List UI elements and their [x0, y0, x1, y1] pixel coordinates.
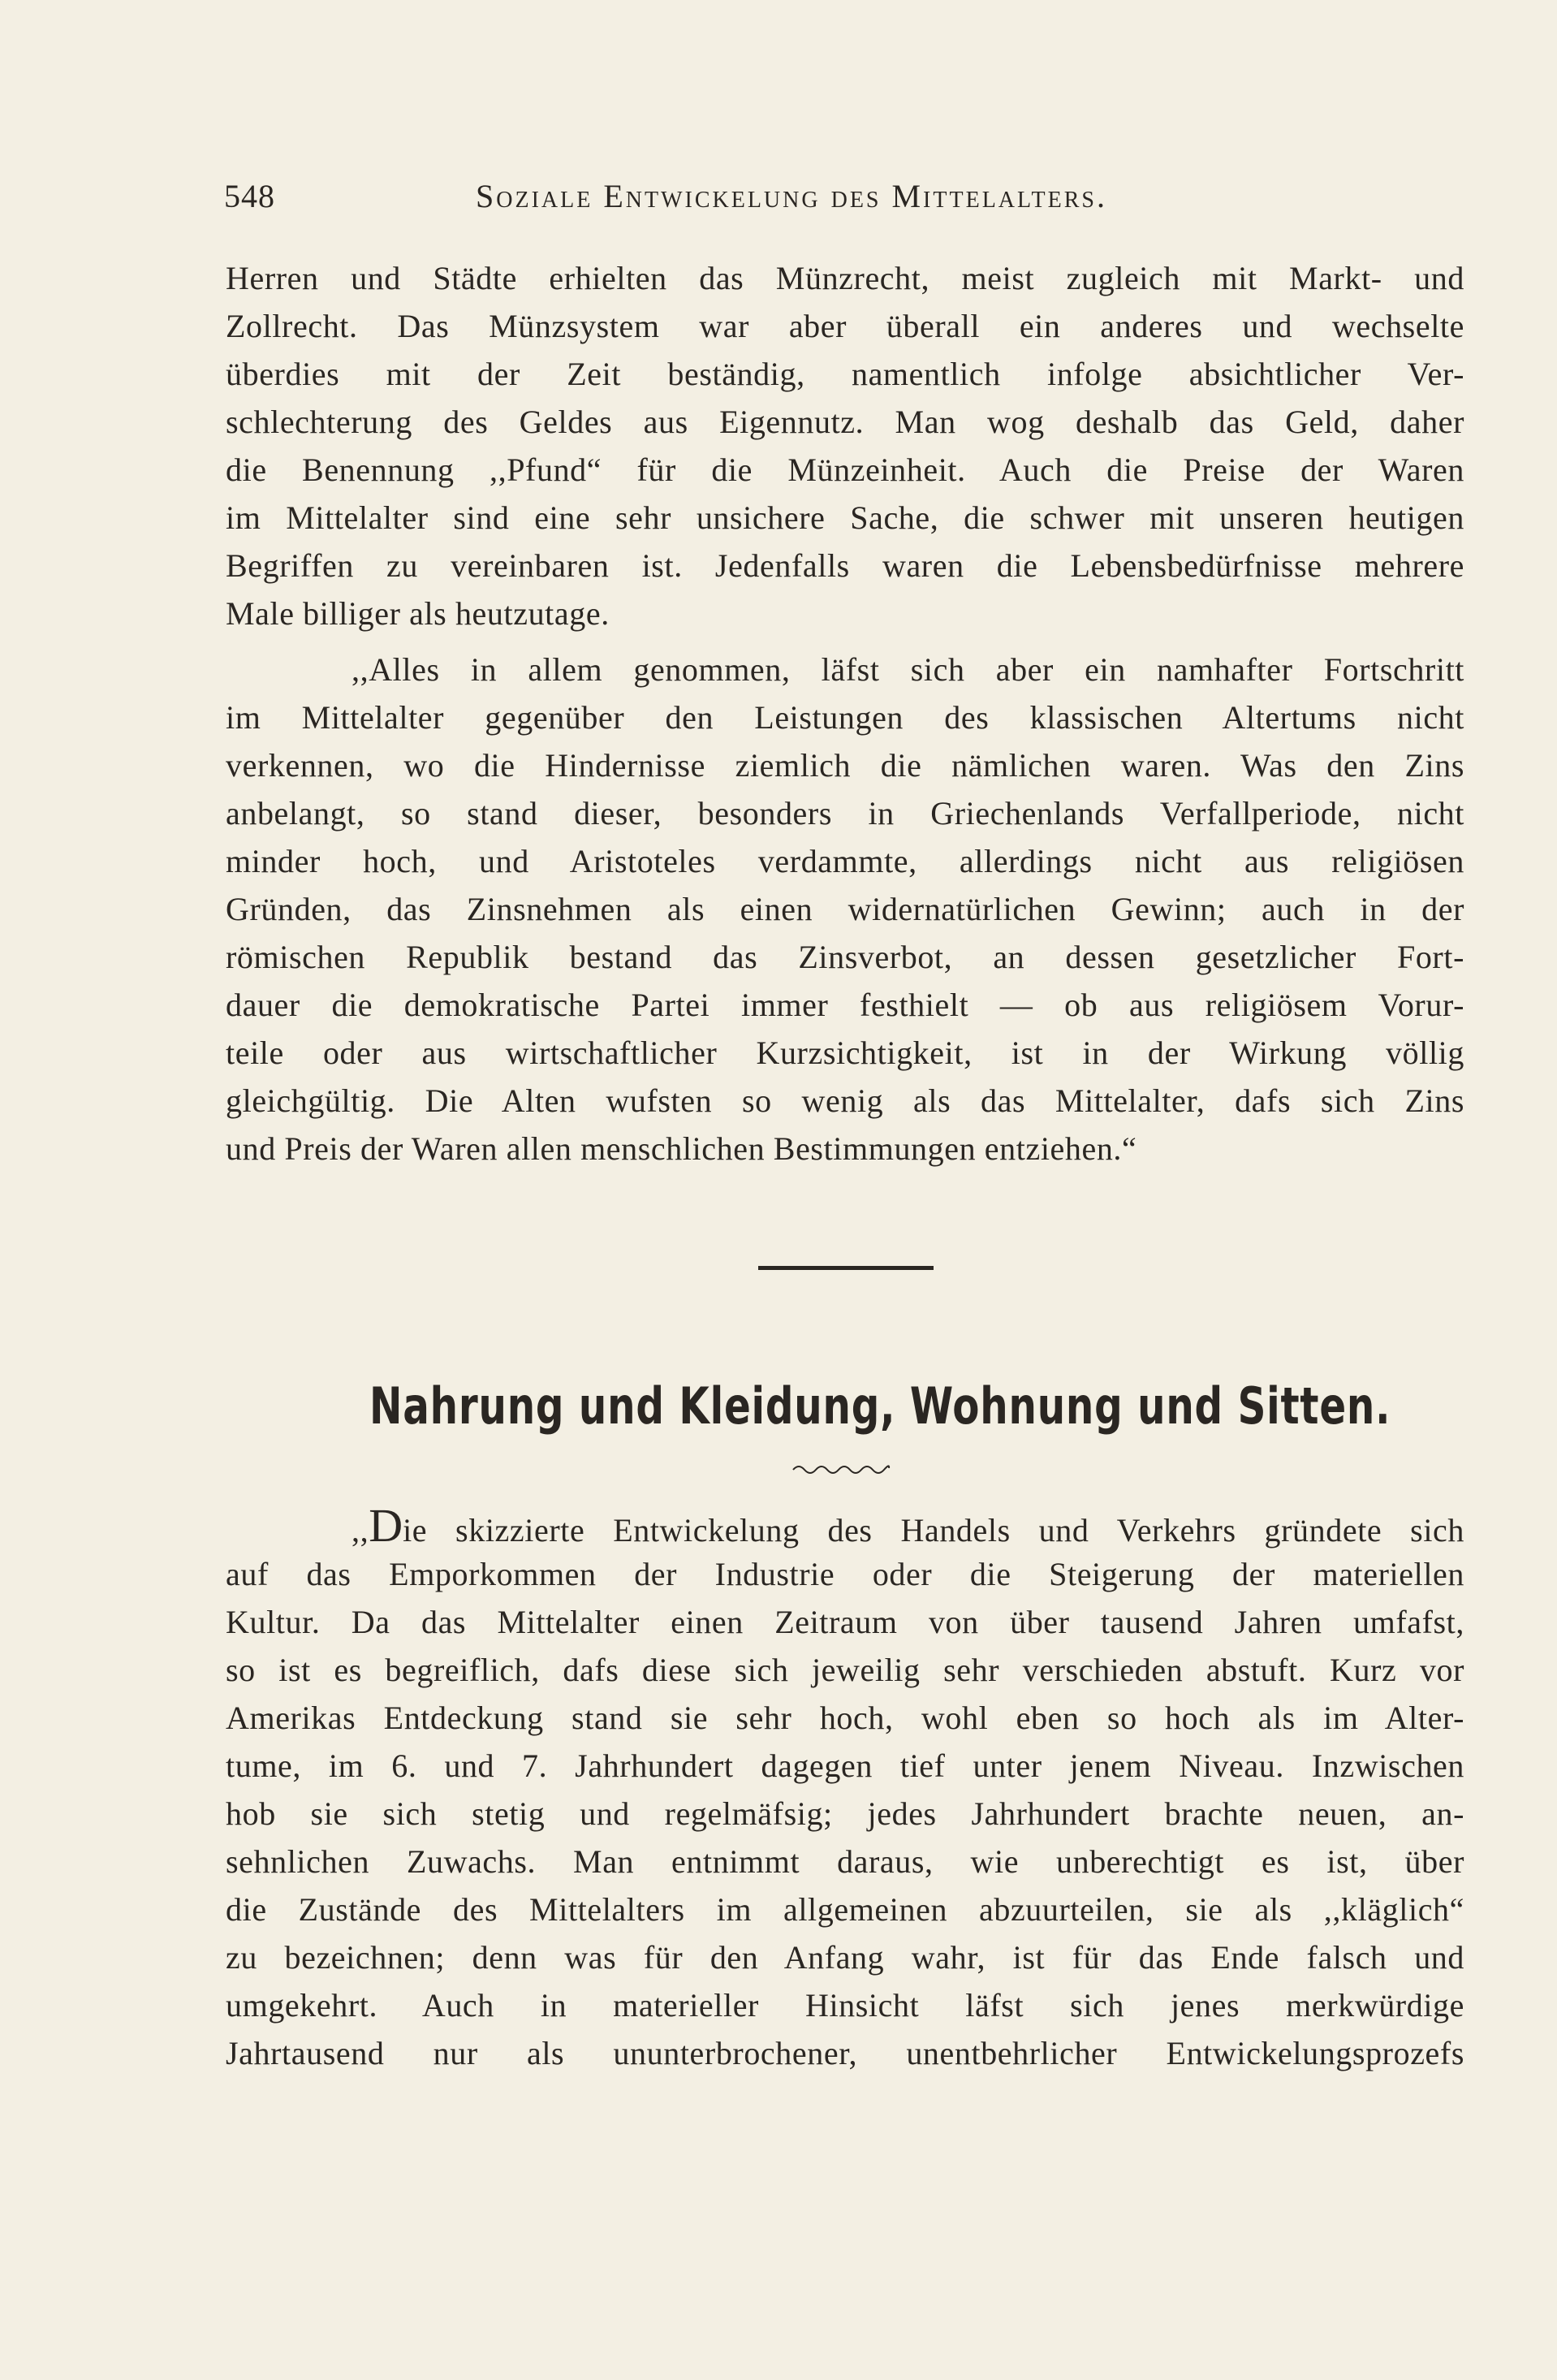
- text-line-first: [226, 1499, 1464, 1552]
- text-line: zu bezeichnen; denn was für den Anfang wahr, ist für das Ende falsch und: [226, 1939, 1464, 1976]
- page-number: 548: [224, 178, 275, 214]
- text-line: tume, im 6. und 7. Jahrhundert dagegen tief unter jenem Niveau. Inzwischen: [226, 1747, 1464, 1784]
- text-line: so ist es begreiflich, dafs diese sich jeweilig sehr verschieden abstuft. Kurz vor: [226, 1652, 1464, 1688]
- page-header: [224, 177, 1231, 226]
- text-line: anbelangt, so stand dieser, besonders in Griechenlands Verfallperiode, nicht: [226, 795, 1464, 831]
- text-line: teile oder aus wirtschaftlicher Kurzsichtigkeit, ist in der Wirkung völlig: [226, 1035, 1464, 1071]
- text-line: Gründen, das Zinsnehmen als einen widernatürlichen Gewinn; auch in der: [226, 891, 1464, 927]
- text-line: im Mittelalter sind eine sehr unsichere Sache, die schwer mit unseren heutigen: [226, 499, 1464, 536]
- text-line: und Preis der Waren allen menschlichen Bestimmungen entziehen.“: [226, 1130, 1137, 1167]
- text-line: Kultur. Da das Mittelalter einen Zeitraum von über tausend Jahren umfafst,: [226, 1604, 1464, 1640]
- section-title: Nahrung und Kleidung, Wohnung und Sitten.: [369, 1376, 1391, 1436]
- text-line: Zollrecht. Das Münzsystem war aber überall ein anderes und wechselte: [226, 308, 1464, 344]
- text-line: Male billiger als heutzutage.: [226, 595, 610, 632]
- first-line-text: ie skizzierte Entwickelung des Handels und Verkehrs gründete sich: [403, 1512, 1464, 1549]
- text-line: gleichgültig. Die Alten wufsten so wenig als das Mittelalter, dafs sich Zins: [226, 1082, 1464, 1119]
- paragraph-3: [226, 1499, 1464, 2077]
- text-line: hob sie sich stetig und regelmäfsig; jedes Jahrhundert brachte neuen, an-: [226, 1795, 1464, 1832]
- text-line: Jahrtausend nur als ununterbrochener, unentbehrlicher Entwickelungsprozefs: [226, 2035, 1464, 2071]
- section-divider-rule: [758, 1266, 934, 1270]
- wave-ornament: [791, 1462, 891, 1475]
- text-line: Begriffen zu vereinbaren ist. Jedenfalls waren die Lebensbedürfnisse mehrere: [226, 547, 1464, 584]
- text-line: minder hoch, und Aristoteles verdammte, allerdings nicht aus religiösen: [226, 843, 1464, 879]
- text-line: verkennen, wo die Hindernisse ziemlich die nämlichen waren. Was den Zins: [226, 747, 1464, 784]
- text-line: Amerikas Entdeckung stand sie sehr hoch, wohl eben so hoch als im Alter-: [226, 1700, 1464, 1736]
- initial-letter: D: [369, 1499, 403, 1552]
- text-line: überdies mit der Zeit beständig, namentlich infolge absichtlicher Ver-: [226, 356, 1464, 392]
- opening-quote: ,,: [352, 1512, 369, 1549]
- text-line: römischen Republik bestand das Zinsverbot, an dessen gesetzlicher Fort-: [226, 939, 1464, 975]
- text-line: sehnlichen Zuwachs. Man entnimmt daraus, wie unberechtigt es ist, über: [226, 1843, 1464, 1880]
- text-line: dauer die demokratische Partei immer festhielt — ob aus religiösem Vorur-: [226, 987, 1464, 1023]
- paragraph-2: [226, 646, 1464, 1173]
- text-line: schlechterung des Geldes aus Eigennutz. Man wog deshalb das Geld, daher: [226, 404, 1464, 440]
- paragraph-1: [226, 254, 1464, 637]
- text-line: die Zustände des Mittelalters im allgemeinen abzuurteilen, sie als ,,kläglich“: [226, 1891, 1464, 1928]
- text-line: die Benennung ,,Pfund“ für die Münzeinheit. Auch die Preise der Waren: [226, 451, 1464, 488]
- text-line: ,,Alles in allem genommen, läfst sich aber ein namhafter Fortschritt: [352, 651, 1464, 688]
- text-line: Herren und Städte erhielten das Münzrecht, meist zugleich mit Markt- und: [226, 260, 1464, 296]
- running-head: Soziale Entwickelung des Mittelalters.: [476, 178, 1108, 214]
- text-line: umgekehrt. Auch in materieller Hinsicht läfst sich jenes merkwürdige: [226, 1987, 1464, 2024]
- text-line: im Mittelalter gegenüber den Leistungen des klassischen Altertums nicht: [226, 699, 1464, 736]
- text-line: auf das Emporkommen der Industrie oder die Steigerung der materiellen: [226, 1556, 1464, 1592]
